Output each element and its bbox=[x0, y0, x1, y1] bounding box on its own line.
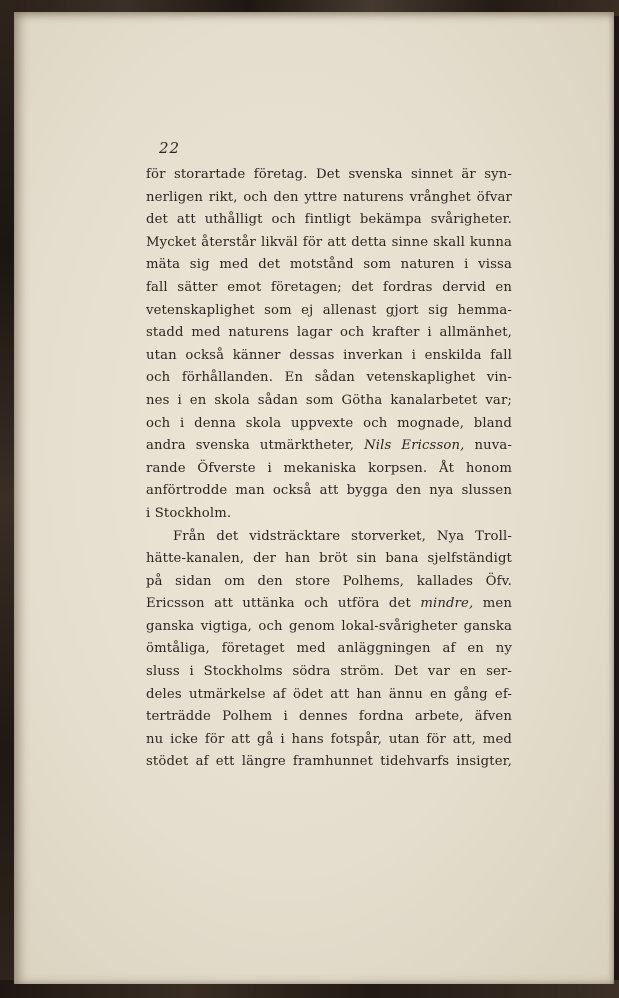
text-line: nes i en skola sådan som Götha kanalarbetet var; bbox=[146, 392, 512, 408]
text-line: hätte-kanalen, der han bröt sin bana sjelfständigt bbox=[146, 551, 512, 567]
text-line: och förhållanden. En sådan vetenskaplighet vin- bbox=[146, 370, 512, 386]
text-line: deles utmärkelse af ödet att han ännu en gång ef- bbox=[146, 686, 512, 702]
text-line: rande Öfverste i mekaniska korpsen. Åt honom bbox=[146, 460, 512, 476]
text-line: fall sätter emot företagen; det fordras dervid en bbox=[146, 279, 512, 295]
text-line: ganska vigtiga, och genom lokal-svårigheter ganska bbox=[146, 618, 512, 634]
text-line: Mycket återstår likväl för att detta sinne skall kunna bbox=[146, 234, 512, 250]
text-line: nerligen rikt, och den yttre naturens vrånghet öfvar bbox=[146, 189, 512, 205]
text-line-mixed bbox=[146, 593, 512, 616]
text-line: och i denna skola uppvexte och mognade, bland bbox=[146, 415, 512, 431]
text-line: terträdde Polhem i dennes fordna arbete, äfven bbox=[146, 709, 512, 725]
text-line: utan också känner dessas inverkan i enskilda fall bbox=[146, 347, 512, 363]
text-line: det att uthålligt och fintligt bekämpa svårigheter. bbox=[146, 212, 512, 228]
text-line: mäta sig med det motstånd som naturen i vissa bbox=[146, 257, 512, 273]
text-line: stödet af ett längre framhunnet tidehvarfs insigter, bbox=[146, 754, 512, 770]
text-line: på sidan om den store Polhems, kallades Öfv. bbox=[146, 573, 512, 589]
text-line: nu icke för att gå i hans fotspår, utan för att, med bbox=[146, 731, 512, 747]
name-italic: Nils Ericsson, bbox=[364, 438, 465, 454]
body-text bbox=[146, 164, 512, 774]
text-line: ömtåliga, företaget med anläggningen af en ny bbox=[146, 641, 512, 657]
emphasis-italic: mindre, bbox=[420, 596, 474, 612]
text-span: nuva- bbox=[474, 438, 512, 454]
text-line-mixed bbox=[146, 435, 512, 458]
text-span: Ericsson att uttänka och utföra det bbox=[146, 596, 411, 612]
text-span: andra svenska utmärktheter, bbox=[146, 438, 355, 454]
text-line: anförtrodde man också att bygga den nya slussen bbox=[146, 483, 512, 499]
text-line: stadd med naturens lagar och krafter i allmänhet, bbox=[146, 325, 512, 341]
text-line: för storartade företag. Det svenska sinnet är syn- bbox=[146, 167, 512, 182]
text-span: men bbox=[482, 596, 513, 612]
text-line: sluss i Stockholms södra ström. Det var en ser- bbox=[146, 664, 512, 680]
text-line-paragraph-start: Från det vidsträcktare storverket, Nya Troll- bbox=[173, 528, 512, 544]
book-page bbox=[14, 12, 614, 984]
page-number: 22 bbox=[159, 139, 181, 157]
text-line-paragraph-end: i Stockholm. bbox=[146, 505, 232, 521]
text-line: vetenskaplighet som ej allenast gjort sig hemma- bbox=[146, 302, 512, 318]
